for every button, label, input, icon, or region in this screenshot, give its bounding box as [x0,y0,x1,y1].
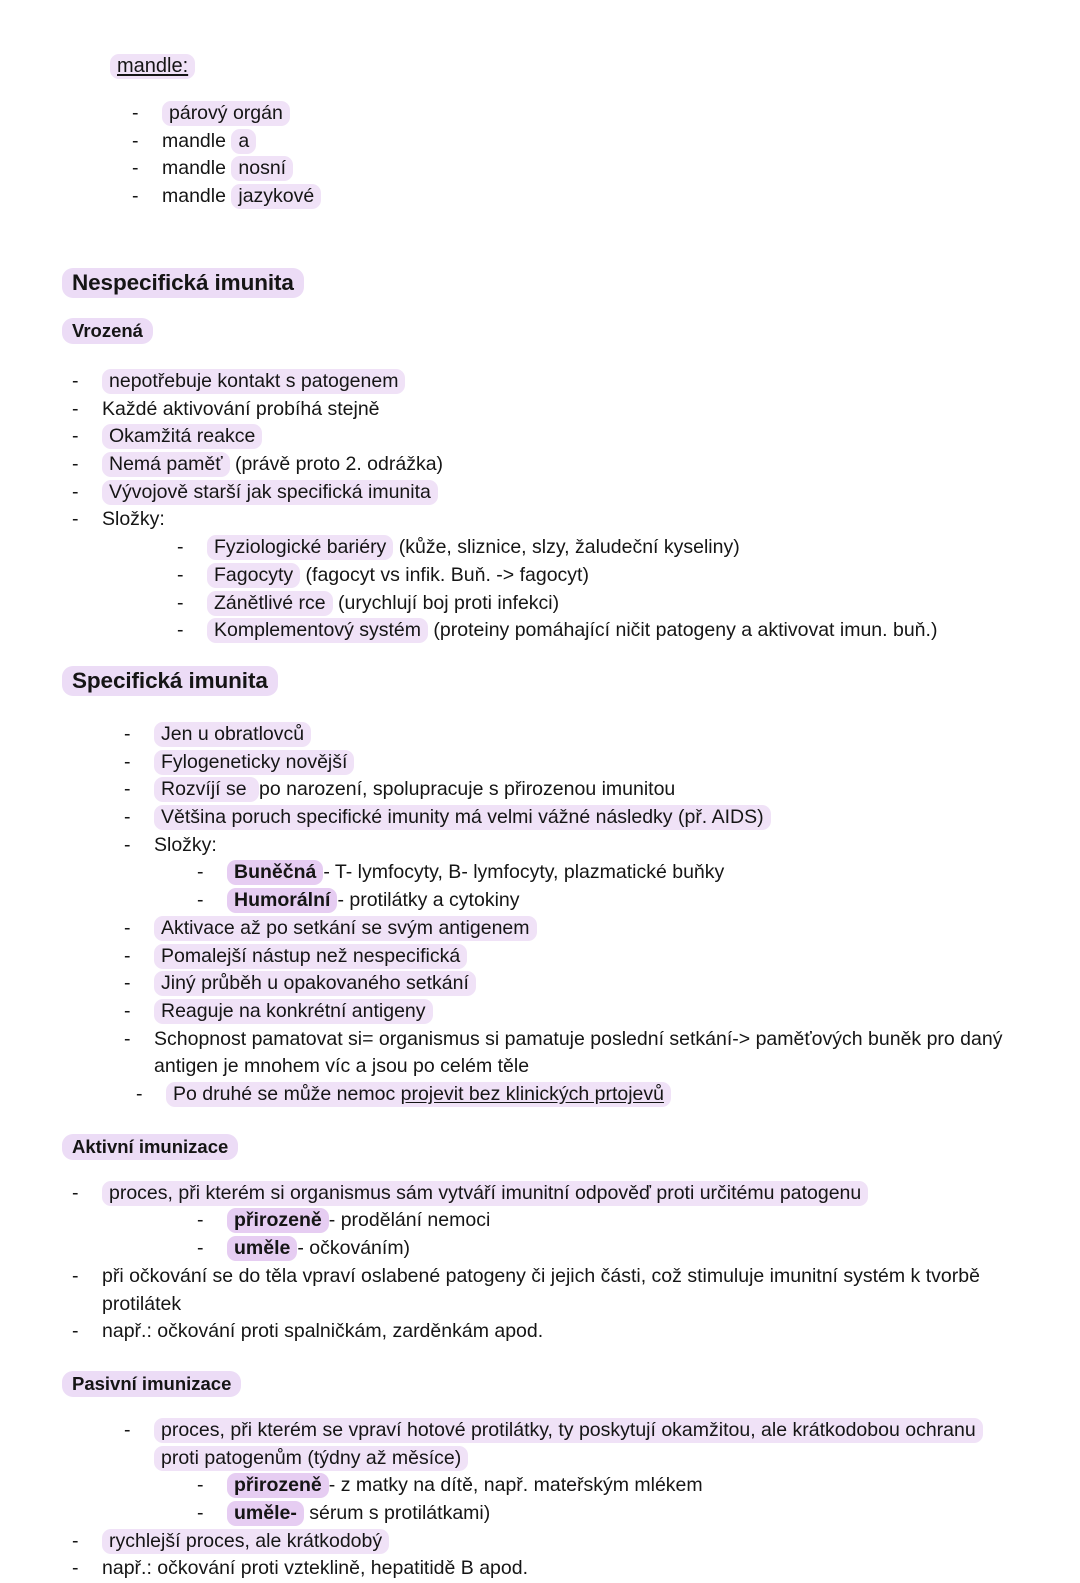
list-item-label: Rozvíjí se po narození, spolupracuje s přirozenou imunitou [154,776,1018,804]
list-item-label: např.: očkování proti spalničkám, zarděnkám apod. [102,1320,544,1343]
pasivni-sublist [197,1472,1018,1527]
list-item [197,1472,1018,1500]
list-item [72,1180,1018,1208]
bullet-dash: - [132,102,139,124]
list-item-memory [124,1026,1018,1081]
bullet-dash: - [177,619,184,642]
bullet-dash: - [124,723,131,745]
list-item [197,1207,1018,1235]
specificka-list [124,721,1018,859]
subsection-heading-vrozena: Vrozená [62,319,1018,342]
list-item [124,943,1018,971]
list-item-label: Humorální - protilátky a cytokiny [227,887,1018,915]
bullet-dash: - [132,185,139,208]
list-item-label: Vývojově starší jak specifická imunita [102,479,1018,507]
bullet-dash: - [124,806,131,829]
list-item-slozky [72,506,1018,534]
bullet-dash: - [72,1320,79,1343]
bullet-dash: - [124,750,131,773]
bullet-dash: - [177,591,184,614]
bullet-dash: - [197,1474,204,1497]
bullet-dash: - [177,563,184,586]
list-item-label: Jen u obratlovců [154,721,1018,749]
section-heading-nespecificka: Nespecifická imunita [62,269,1018,297]
bullet-dash: - [132,129,139,152]
list-item-label: Fylogeneticky novější [154,749,1018,777]
bullet-dash: - [197,1502,204,1525]
list-item [124,721,1018,749]
list-item [132,183,1018,211]
list-item-label: např.: očkování proti vzteklině, hepatitidě B apod. [102,1557,529,1580]
list-item [124,749,1018,777]
list-item-label: Komplementový systém (proteiny pomáhající ničit patogeny a aktivovat imun. buň.) [207,617,1018,645]
list-item-label: při očkování se do těla vpraví oslabené patogeny či jejich části, což stimuluje imunitní systém k tvorbě protilátek [102,1264,980,1315]
bullet-dash: - [72,1529,79,1552]
list-item-last [136,1081,1018,1109]
list-item [72,451,1018,479]
list-item-label: přirozeně - prodělání nemoci [227,1207,1018,1235]
list-item [197,1235,1018,1263]
list-item-slozky [124,832,1018,860]
bullet-dash: - [124,916,131,939]
list-item [72,1318,1018,1346]
list-item-label: Jiný průběh u opakovaného setkání [154,970,1018,998]
list-item [177,562,1018,590]
list-item [72,1528,1018,1556]
list-item [124,998,1018,1026]
list-item [177,534,1018,562]
list-item-label: Fyziologické bariéry (kůže, sliznice, slzy, žaludeční kyseliny) [207,534,1018,562]
bullet-dash: - [72,508,79,531]
bullet-dash: - [72,453,79,476]
list-item [72,368,1018,396]
list-item [124,804,1018,832]
specificka-list-2 [124,915,1018,1109]
list-item-label: přirozeně - z matky na dítě, např. mateřským mlékem [227,1472,1018,1500]
list-item-label: Schopnost pamatovat si= organismus si pamatuje poslední setkání-> paměťových buněk pro daný antigen je mnohem víc a jsou po celém těle [154,1027,1003,1078]
aktivni-list [72,1180,1018,1208]
list-item [72,479,1018,507]
list-item [124,970,1018,998]
aktivni-list-2 [72,1263,1018,1346]
list-item-label: Většina poruch specifické imunity má velmi vážné následky (př. AIDS) [154,804,1018,832]
list-item-label: párový orgán [162,100,1018,128]
mandle-heading [110,55,1018,78]
bullet-dash: - [72,1557,79,1580]
list-item-label: Aktivace až po setkání se svým antigenem [154,915,1018,943]
list-item [72,423,1018,451]
list-item [177,590,1018,618]
specificka-slozky-list [197,859,1018,914]
list-item [132,155,1018,183]
list-item-label: proces, při kterém se vpraví hotové protilátky, ty poskytují okamžitou, ale krátkodobou ochranu proti patogenům (týdny až měsíce) [154,1417,1018,1472]
list-item-label: uměle - očkováním) [227,1235,1018,1263]
bullet-dash: - [72,480,79,503]
bullet-dash: - [72,1181,79,1204]
list-item-label: Reaguje na konkrétní antigeny [154,998,1018,1026]
list-item-label: Zánětlivé rce (urychlují boj proti infekci) [207,590,1018,618]
list-item-label: mandle jazykové [162,183,1018,211]
bullet-dash: - [72,425,79,448]
list-item [197,887,1018,915]
list-item-label: uměle- sérum s protilátkami) [227,1500,1018,1528]
list-item [197,1500,1018,1528]
section-heading-specificka: Specifická imunita [62,667,1018,695]
bullet-dash: - [197,1209,204,1232]
bullet-dash: - [124,833,131,856]
bullet-dash: - [132,157,139,180]
list-item-label: Pomalejší nástup než nespecifická [154,943,1018,971]
list-item-label: nepotřebuje kontakt s patogenem [102,368,1018,396]
bullet-dash: - [72,1264,79,1287]
vrozena-slozky-list [177,534,1018,645]
list-item [197,859,1018,887]
bullet-dash: - [72,370,79,392]
list-item-label: Okamžitá reakce [102,423,1018,451]
subsection-heading-pasivni: Pasivní imunizace [62,1372,1018,1395]
mandle-list [132,100,1018,211]
bullet-dash: - [124,972,131,995]
list-item-label: mandle a [162,128,1018,156]
list-item-label: Fagocyty (fagocyt vs infik. Buň. -> fagocyt) [207,562,1018,590]
list-item [72,1555,1018,1583]
list-item-label: proces, při kterém si organismus sám vytváří imunitní odpověď proti určitému patogenu [102,1180,1018,1208]
bullet-dash: - [197,889,204,912]
list-item-label: rychlejší proces, ale krátkodobý [102,1528,1018,1556]
bullet-dash: - [197,1237,204,1260]
bullet-dash: - [124,778,131,801]
list-item [72,1263,1018,1318]
list-item [124,1417,1018,1472]
mandle-heading-text: mandle: [110,54,195,79]
bullet-dash: - [124,1419,131,1441]
pasivni-list [124,1417,1018,1472]
list-item [72,396,1018,424]
list-item [177,617,1018,645]
list-item [132,128,1018,156]
list-item-label: Buněčná - T- lymfocyty, B- lymfocyty, plazmatické buňky [227,859,1018,887]
list-item [124,915,1018,943]
bullet-dash: - [124,999,131,1022]
list-item-label: Po druhé se může nemoc projevit bez klinických prtojevů [166,1081,1018,1109]
list-item [124,776,1018,804]
list-item-label: Každé aktivování probíhá stejně [102,397,380,420]
aktivni-sublist [197,1207,1018,1262]
bullet-dash: - [72,397,79,420]
subsection-heading-aktivni: Aktivní imunizace [62,1135,1018,1158]
list-item-label: mandle nosní [162,155,1018,183]
bullet-dash: - [136,1082,143,1105]
bullet-dash: - [197,861,204,884]
bullet-dash: - [124,944,131,967]
slozky-label: Složky: [102,508,165,531]
pasivni-list-2 [72,1528,1018,1583]
list-item [132,100,1018,128]
list-item-label: Nemá paměť (právě proto 2. odrážka) [102,451,1018,479]
vrozena-list [72,368,1018,534]
slozky-label: Složky: [154,833,217,856]
bullet-dash: - [177,536,184,559]
bullet-dash: - [124,1027,131,1050]
